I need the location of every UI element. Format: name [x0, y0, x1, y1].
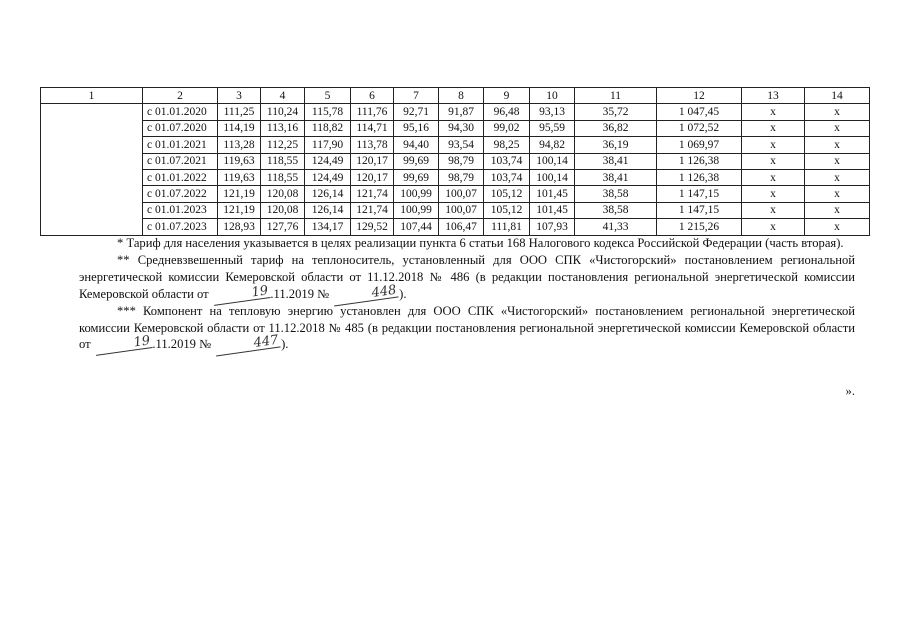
value-cell: 100,99: [394, 202, 439, 218]
value-cell: 1 072,52: [657, 120, 742, 136]
column-number: 9: [484, 88, 530, 104]
value-cell: 111,81: [484, 219, 530, 235]
value-cell: 100,07: [439, 186, 484, 202]
value-cell: 120,17: [351, 153, 394, 169]
table-row: [41, 169, 870, 185]
column-number: 2: [143, 88, 218, 104]
value-cell: х: [805, 153, 870, 169]
table-row: [41, 120, 870, 136]
table-row: [41, 104, 870, 120]
value-cell: 103,74: [484, 153, 530, 169]
value-cell: 121,74: [351, 186, 394, 202]
value-cell: 94,40: [394, 137, 439, 153]
value-cell: 38,58: [575, 186, 657, 202]
footnote-heat-date: .11.2019 №: [152, 337, 212, 352]
value-cell: 120,17: [351, 169, 394, 185]
value-cell: 124,49: [305, 153, 351, 169]
value-cell: 94,30: [439, 120, 484, 136]
value-cell: 126,14: [305, 186, 351, 202]
value-cell: 124,49: [305, 169, 351, 185]
column-number: 3: [218, 88, 261, 104]
value-cell: 1 215,26: [657, 219, 742, 235]
value-cell: х: [805, 169, 870, 185]
column-number: 11: [575, 88, 657, 104]
value-cell: 113,78: [351, 137, 394, 153]
value-cell: 107,44: [394, 219, 439, 235]
value-cell: 96,48: [484, 104, 530, 120]
value-cell: 98,79: [439, 169, 484, 185]
footnote-coolant-date: .11.2019 №: [270, 286, 330, 301]
value-cell: 128,93: [218, 219, 261, 235]
value-cell: 129,52: [351, 219, 394, 235]
group-cell: [41, 104, 143, 235]
value-cell: 1 147,15: [657, 186, 742, 202]
column-number: 14: [805, 88, 870, 104]
footnote-coolant-tariff: [79, 252, 855, 303]
value-cell: 103,74: [484, 169, 530, 185]
value-cell: х: [742, 137, 805, 153]
column-number: 13: [742, 88, 805, 104]
value-cell: 99,69: [394, 153, 439, 169]
table-row: [41, 153, 870, 169]
closing-quote: ».: [845, 384, 855, 398]
value-cell: 112,25: [261, 137, 305, 153]
column-number: 4: [261, 88, 305, 104]
value-cell: 100,99: [394, 186, 439, 202]
value-cell: 93,54: [439, 137, 484, 153]
value-cell: 99,69: [394, 169, 439, 185]
handwritten-day: 19: [212, 285, 270, 306]
footnote-heat-text: *** Компонент на тепловую энергию установлен для ООО СПК «Чистогорский» постановлением региональной энергетической комиссии Кемеровской области от 11.12.2018 № 485 (в редакции постановления региональной энергетической комиссии Кемеровской области от: [79, 303, 855, 352]
value-cell: 111,25: [218, 104, 261, 120]
value-cell: 111,76: [351, 104, 394, 120]
value-cell: 95,16: [394, 120, 439, 136]
column-number: 6: [351, 88, 394, 104]
footnote-heat-component: [79, 303, 855, 354]
value-cell: 113,28: [218, 137, 261, 153]
value-cell: 38,41: [575, 169, 657, 185]
value-cell: 101,45: [530, 186, 575, 202]
value-cell: 107,93: [530, 219, 575, 235]
value-cell: 100,14: [530, 169, 575, 185]
period-cell: с 01.01.2021: [143, 137, 218, 153]
value-cell: 38,58: [575, 202, 657, 218]
value-cell: 118,82: [305, 120, 351, 136]
value-cell: 36,19: [575, 137, 657, 153]
footnote-population-tariff: * Тариф для населения указывается в целях реализации пункта 6 статьи 168 Налогового кодекса Российской Федерации (часть вторая).: [117, 236, 844, 250]
value-cell: х: [742, 153, 805, 169]
column-number: 1: [41, 88, 143, 104]
value-cell: х: [742, 120, 805, 136]
table-row: [41, 202, 870, 218]
value-cell: 113,16: [261, 120, 305, 136]
value-cell: 99,02: [484, 120, 530, 136]
value-cell: х: [742, 219, 805, 235]
value-cell: 41,33: [575, 219, 657, 235]
value-cell: 114,71: [351, 120, 394, 136]
period-cell: с 01.01.2023: [143, 202, 218, 218]
value-cell: х: [742, 104, 805, 120]
value-cell: 117,90: [305, 137, 351, 153]
value-cell: 121,19: [218, 186, 261, 202]
handwritten-number: 448: [333, 284, 399, 306]
handwritten-day: 19: [94, 336, 152, 357]
value-cell: х: [805, 120, 870, 136]
value-cell: 106,47: [439, 219, 484, 235]
column-number: 7: [394, 88, 439, 104]
value-cell: 1 126,38: [657, 169, 742, 185]
tariff-table: [40, 87, 870, 236]
value-cell: 94,82: [530, 137, 575, 153]
value-cell: 38,41: [575, 153, 657, 169]
value-cell: 93,13: [530, 104, 575, 120]
value-cell: 105,12: [484, 186, 530, 202]
header-row: [41, 88, 870, 104]
value-cell: 115,78: [305, 104, 351, 120]
value-cell: 121,19: [218, 202, 261, 218]
column-number: 8: [439, 88, 484, 104]
column-number: 10: [530, 88, 575, 104]
value-cell: 110,24: [261, 104, 305, 120]
value-cell: 36,82: [575, 120, 657, 136]
footnote-heat-end: ).: [281, 337, 289, 352]
value-cell: 105,12: [484, 202, 530, 218]
period-cell: с 01.07.2020: [143, 120, 218, 136]
table-row: [41, 186, 870, 202]
value-cell: х: [805, 186, 870, 202]
value-cell: 118,55: [261, 169, 305, 185]
value-cell: 91,87: [439, 104, 484, 120]
column-number: 5: [305, 88, 351, 104]
value-cell: 121,74: [351, 202, 394, 218]
value-cell: 100,07: [439, 202, 484, 218]
value-cell: 118,55: [261, 153, 305, 169]
value-cell: 126,14: [305, 202, 351, 218]
period-cell: с 01.01.2022: [143, 169, 218, 185]
column-number: 12: [657, 88, 742, 104]
value-cell: 1 126,38: [657, 153, 742, 169]
value-cell: 119,63: [218, 153, 261, 169]
table-row: [41, 137, 870, 153]
footnote-coolant-text: ** Средневзвешенный тариф на теплоноситель, установленный для ООО СПК «Чистогорский» постановлением региональной энергетической комиссии Кемеровской области от 11.12.2018 № 486 (в редакции постановления региональной энергетической комиссии Кемеровской области от: [79, 252, 855, 301]
handwritten-number: 447: [215, 335, 281, 357]
value-cell: 1 069,97: [657, 137, 742, 153]
value-cell: 134,17: [305, 219, 351, 235]
value-cell: 98,25: [484, 137, 530, 153]
value-cell: х: [742, 186, 805, 202]
value-cell: 92,71: [394, 104, 439, 120]
value-cell: х: [742, 169, 805, 185]
period-cell: с 01.01.2020: [143, 104, 218, 120]
value-cell: 35,72: [575, 104, 657, 120]
value-cell: 120,08: [261, 186, 305, 202]
value-cell: х: [805, 104, 870, 120]
footnote-coolant-end: ).: [399, 286, 407, 301]
value-cell: 95,59: [530, 120, 575, 136]
value-cell: х: [805, 137, 870, 153]
value-cell: х: [805, 202, 870, 218]
value-cell: 100,14: [530, 153, 575, 169]
footnotes: [79, 235, 855, 353]
value-cell: 1 147,15: [657, 202, 742, 218]
period-cell: с 01.07.2021: [143, 153, 218, 169]
value-cell: 119,63: [218, 169, 261, 185]
value-cell: х: [805, 219, 870, 235]
period-cell: с 01.07.2023: [143, 219, 218, 235]
value-cell: 98,79: [439, 153, 484, 169]
table-body: [41, 88, 870, 236]
value-cell: 1 047,45: [657, 104, 742, 120]
table-row: [41, 219, 870, 235]
value-cell: 120,08: [261, 202, 305, 218]
value-cell: 127,76: [261, 219, 305, 235]
period-cell: с 01.07.2022: [143, 186, 218, 202]
value-cell: х: [742, 202, 805, 218]
value-cell: 114,19: [218, 120, 261, 136]
value-cell: 101,45: [530, 202, 575, 218]
